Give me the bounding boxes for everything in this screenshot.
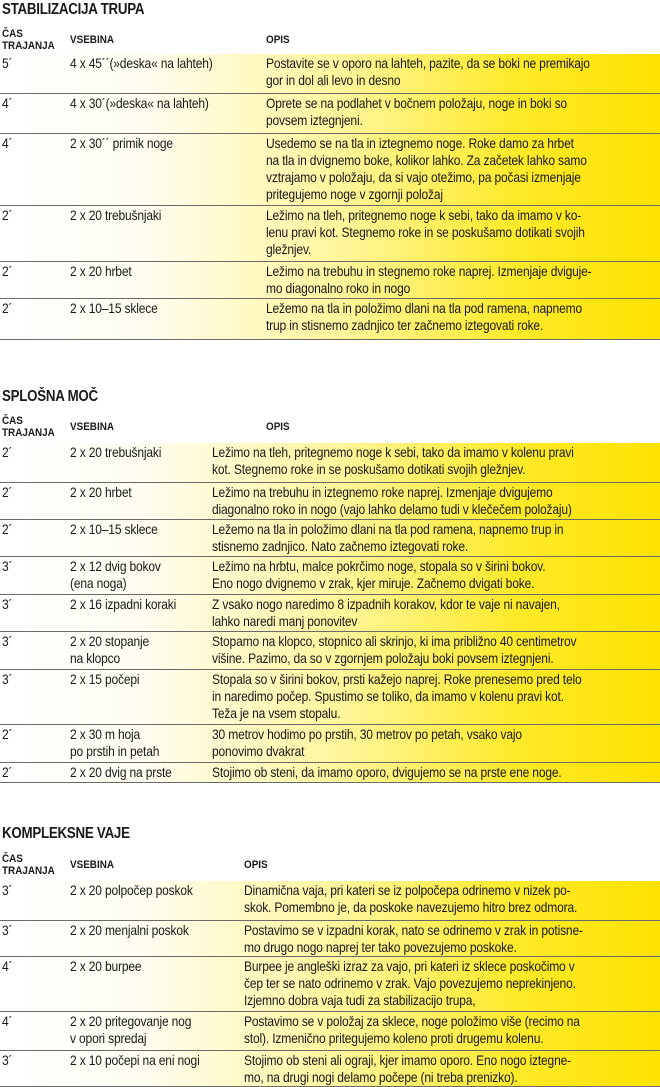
description-cell <box>266 95 567 129</box>
content-cell <box>70 95 209 112</box>
content-line: 2 x 10 počepi na eni nogi <box>70 1052 200 1068</box>
header-vsebina: VSEBINA <box>70 34 115 46</box>
time-cell: 3´ <box>2 1052 13 1068</box>
content-line: 2 x 16 izpadni koraki <box>70 596 177 612</box>
description-line: Ležimo na hrbtu, malce pokrčimo noge, stopala so v širini bokov. <box>212 558 546 574</box>
description-line: diagonalno roko in nogo (vajo lahko delamo tudi v klečečem položaju) <box>212 501 572 517</box>
content-line: 2 x 10–15 sklece <box>70 521 158 537</box>
description-cell <box>266 55 590 89</box>
content-line: 4 x 30´(»deska« na lahteh) <box>70 95 209 111</box>
content-line: 2 x 20 polpočep poskok <box>70 882 193 898</box>
description-cell <box>212 633 576 667</box>
content-cell <box>70 922 189 939</box>
content-line: na klopco <box>70 650 121 666</box>
description-line: gor in dol ali levo in desno <box>266 72 401 88</box>
time-cell: 3´ <box>2 882 13 898</box>
description-line: Oprete se na podlahet v bočnem položaju, noge in boki so <box>266 95 567 111</box>
header-trajanja: TRAJANJA <box>2 40 55 52</box>
content-line: 2 x 30 m hoja <box>70 726 141 742</box>
content-cell <box>70 55 213 72</box>
table-row <box>0 957 660 1012</box>
description-line: ponovimo dvakrat <box>212 743 305 759</box>
description-line: Dinamična vaja, pri kateri se iz polpočepa odrinemo v nizek po- <box>244 882 571 898</box>
content-line: po prstih in petah <box>70 743 160 759</box>
content-line: 2 x 12 dvig bokov <box>70 558 161 574</box>
header-cas: ČAS <box>2 415 23 427</box>
description-line: Ležimo na tleh, pritegnemo noge k sebi, tako da imamo v kolenu pravi <box>212 444 574 460</box>
description-line: Ležemo na tla in položimo dlani na tla pod ramena, napnemo trup in <box>212 521 564 537</box>
content-cell <box>70 263 132 280</box>
header-vsebina: VSEBINA <box>70 421 115 433</box>
description-line: Ležimo na trebuhu in iztegnemo roke naprej. Izmenjaje dvigujemo <box>212 484 553 500</box>
time-cell: 2´ <box>2 521 13 537</box>
content-line: 2 x 10–15 sklece <box>70 300 158 316</box>
header-cas: ČAS <box>2 853 23 865</box>
time-cell: 2´ <box>2 300 13 316</box>
description-line: gležnjev. <box>266 241 312 257</box>
description-line: čep ter se nato odrinemo v zrak. Vajo povezujemo neprekinjeno. <box>244 975 576 991</box>
table-row <box>0 595 660 632</box>
description-cell <box>244 1052 571 1086</box>
time-cell: 2´ <box>2 726 13 742</box>
content-line: 2 x 15 počepi <box>70 671 140 687</box>
description-cell <box>244 958 576 1009</box>
table-row <box>0 94 660 134</box>
description-line: 30 metrov hodimo po prstih, 30 metrov po petah, vsako vajo <box>212 726 522 742</box>
table-row <box>0 134 660 206</box>
description-line: in naredimo počep. Spustimo se toliko, da imamo v kolenu pravi kot. <box>212 688 564 704</box>
content-cell <box>70 444 161 461</box>
content-cell <box>70 558 161 592</box>
description-cell <box>212 444 574 478</box>
content-line: 2 x 20 trebušnjaki <box>70 207 162 223</box>
description-line: mo diagonalno roko in nogo <box>266 280 411 296</box>
description-line: Stojimo ob steni ali ograji, kjer imamo oporo. Eno nogo iztegne- <box>244 1052 571 1068</box>
description-line: vztrajamo v položaju, da si vajo otežimo, pa počasi izmenjaje <box>266 169 581 185</box>
description-line: Postavimo se v izpadni korak, nato se odrinemo v zrak in potisne- <box>244 922 583 938</box>
time-cell: 4´ <box>2 135 13 151</box>
description-line: pritegujemo noge v zgornji položaj <box>266 186 443 202</box>
content-cell <box>70 633 149 667</box>
time-cell: 4´ <box>2 1013 13 1029</box>
description-cell <box>212 671 582 722</box>
description-cell <box>212 726 522 760</box>
table-row <box>0 520 660 557</box>
time-cell: 3´ <box>2 671 13 687</box>
section-title: STABILIZACIJA TRUPA <box>2 1 145 18</box>
header-vsebina: VSEBINA <box>70 859 115 871</box>
content-line: 2 x 20 hrbet <box>70 484 132 500</box>
description-line: lenu pravi kot. Stegnemo roke in se poskušamo dotikati svojih <box>266 224 585 240</box>
description-line: Postavimo se v položaj za sklece, noge položimo više (recimo na <box>244 1013 580 1029</box>
time-cell: 3´ <box>2 596 13 612</box>
description-cell <box>212 764 562 781</box>
content-line: 2 x 20 burpee <box>70 958 142 974</box>
table-row <box>0 206 660 262</box>
time-cell: 2´ <box>2 484 13 500</box>
time-cell: 2´ <box>2 263 13 279</box>
description-line: Ležemo na tla in položimo dlani na tla pod ramena, napnemo <box>266 300 582 316</box>
description-line: Teža je na vsem stopalu. <box>212 705 341 721</box>
time-cell: 3´ <box>2 633 13 649</box>
time-cell: 2´ <box>2 207 13 223</box>
header-opis: OPIS <box>266 34 290 46</box>
content-line: (ena noga) <box>70 575 127 591</box>
description-line: povsem iztegnjeni. <box>266 112 363 128</box>
table-row <box>0 670 660 725</box>
content-cell <box>70 726 159 760</box>
content-cell <box>70 764 172 781</box>
table-header <box>0 27 660 57</box>
section-title: SPLOŠNA MOČ <box>2 388 98 405</box>
time-cell: 3´ <box>2 922 13 938</box>
content-line: 2 x 20 dvig na prste <box>70 764 172 780</box>
description-cell <box>266 135 587 203</box>
description-line: Ležimo na tleh, pritegnemo noge k sebi, tako da imamo v ko- <box>266 207 582 223</box>
description-line: Postavite se v oporo na lahteh, pazite, da se boki ne premikajo <box>266 55 590 71</box>
content-cell <box>70 671 139 688</box>
table-row <box>0 921 660 957</box>
content-cell <box>70 484 132 501</box>
table-row <box>0 763 660 783</box>
description-line: Burpee je angleški izraz za vajo, pri kateri iz sklece poskočimo v <box>244 958 575 974</box>
table-row <box>0 557 660 595</box>
content-cell <box>70 135 173 152</box>
description-line: skok. Pomembno je, da poskoke navezujemo hitro brez odmora. <box>244 899 578 915</box>
description-cell <box>244 922 583 956</box>
table-row <box>0 632 660 670</box>
table-row <box>0 1012 660 1051</box>
content-line: 4 x 45´´(»deska« na lahteh) <box>70 55 213 71</box>
description-line: stisnemo zadnjico. Nato začnemo iztegovati roke. <box>212 538 469 554</box>
description-cell <box>212 596 560 630</box>
description-cell <box>244 882 577 916</box>
description-line: Usedemo se na tla in iztegnemo noge. Roke damo za hrbet <box>266 135 574 151</box>
description-cell <box>266 263 591 297</box>
content-line: v opori spredaj <box>70 1030 147 1046</box>
description-line: lahko naredi manj ponovitev <box>212 613 358 629</box>
description-cell <box>212 521 563 555</box>
header-opis: OPIS <box>244 859 268 871</box>
content-cell <box>70 207 161 224</box>
content-cell <box>70 521 158 538</box>
description-line: Eno nogo dvignemo v zrak, kjer miruje. Začnemo dvigati boke. <box>212 575 535 591</box>
description-line: mo, na drugi nogi delamo počepe (ni treba prenizko). <box>244 1069 518 1085</box>
description-line: Ležimo na trebuhu in stegnemo roke naprej. Izmenjaje dviguje- <box>266 263 592 279</box>
table-row <box>0 881 660 921</box>
content-cell <box>70 300 158 317</box>
description-line: mo drugo nogo naprej ter tako povezujemo poskoke. <box>244 939 517 955</box>
description-cell <box>266 300 582 334</box>
header-trajanja: TRAJANJA <box>2 427 55 439</box>
description-line: Stopala so v širini bokov, prsti kažejo naprej. Roke prenesemo pred telo <box>212 671 582 687</box>
description-line: kot. Stegnemo roke in se poskušamo dotikati svojih gležnjev. <box>212 461 526 477</box>
time-cell: 3´ <box>2 558 13 574</box>
content-line: 2 x 20 stopanje <box>70 633 150 649</box>
table-header <box>0 414 660 444</box>
content-cell <box>70 596 176 613</box>
description-cell <box>266 207 585 258</box>
description-cell <box>212 558 545 592</box>
description-cell <box>212 484 572 518</box>
table-row <box>0 262 660 299</box>
content-cell <box>70 882 193 899</box>
section-title: KOMPLEKSNE VAJE <box>2 825 130 842</box>
time-cell: 2´ <box>2 444 13 460</box>
table-header <box>0 852 660 882</box>
content-line: 2 x 20 menjalni poskok <box>70 922 189 938</box>
description-cell <box>244 1013 580 1047</box>
description-line: višine. Pazimo, da so v zgornjem položaju boki povsem iztegnjeni. <box>212 650 554 666</box>
table-row <box>0 1051 660 1087</box>
time-cell: 2´ <box>2 764 13 780</box>
table-row <box>0 725 660 763</box>
content-line: 2 x 20 hrbet <box>70 263 132 279</box>
time-cell: 4´ <box>2 95 13 111</box>
table-row <box>0 54 660 94</box>
content-cell <box>70 1013 191 1047</box>
description-line: Izjemno dobra vaja tudi za stabilizacijo trupa, <box>244 992 476 1008</box>
header-trajanja: TRAJANJA <box>2 865 55 877</box>
description-line: trup in stisnemo zadnjico ter začnemo iztegovati roke. <box>266 317 544 333</box>
description-line: Z vsako nogo naredimo 8 izpadnih korakov, kdor te vaje ni navajen, <box>212 596 560 612</box>
header-opis: OPIS <box>266 421 290 433</box>
time-cell: 5´ <box>2 55 13 71</box>
table-row <box>0 483 660 520</box>
description-line: na tla in dvignemo boke, kolikor lahko. Za začetek lahko samo <box>266 152 587 168</box>
content-cell <box>70 1052 200 1069</box>
table-row <box>0 443 660 483</box>
content-cell <box>70 958 141 975</box>
content-line: 2 x 20 pritegovanje nog <box>70 1013 192 1029</box>
description-line: Stojimo ob steni, da imamo oporo, dvigujemo se na prste ene noge. <box>212 764 562 780</box>
content-line: 2 x 20 trebušnjaki <box>70 444 162 460</box>
header-cas: ČAS <box>2 28 23 40</box>
description-line: Stopamo na klopco, stopnico ali skrinjo, ki ima približno 40 centimetrov <box>212 633 577 649</box>
time-cell: 4´ <box>2 958 13 974</box>
table-row <box>0 299 660 340</box>
description-line: stol). Izmenično pritegujemo koleno proti drugemu kolenu. <box>244 1030 544 1046</box>
content-line: 2 x 30´´ primik noge <box>70 135 173 151</box>
